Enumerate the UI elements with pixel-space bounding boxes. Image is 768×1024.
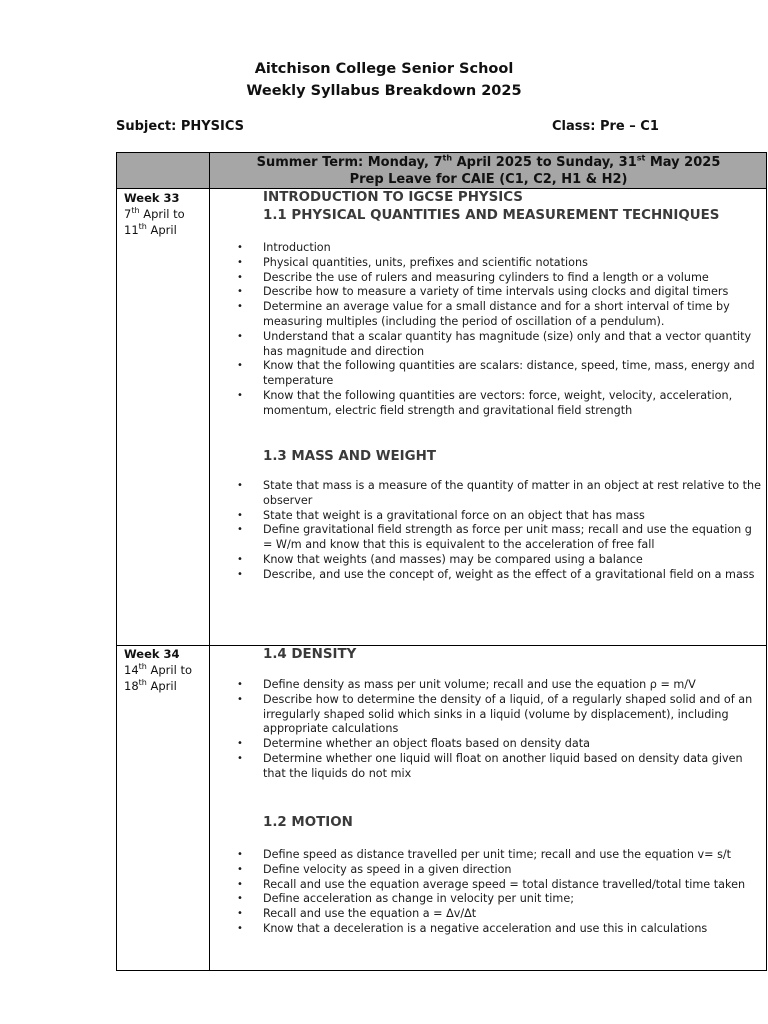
class-label: Class: Pre – C1 — [552, 119, 659, 134]
week-33-content — [209, 189, 768, 419]
week-33-cell — [124, 190, 208, 238]
list-item: • Define density as mass per unit volume; recall and use the equation ρ = m/V — [209, 678, 768, 693]
list-item: • Define gravitational field strength as force per unit mass; recall and use the equation g = W/m and know that this is equivalent to the acceleration of free fall — [209, 523, 768, 553]
week-33-mass-weight — [209, 448, 768, 583]
syllabus-table — [116, 152, 767, 971]
list-item: • State that weight is a gravitational force on an object that has mass — [209, 509, 768, 524]
list-item: • Determine whether an object floats based on density data — [209, 737, 768, 752]
list-item: • Define velocity as speed in a given direction — [209, 863, 768, 878]
section-heading: 1.4 DENSITY — [263, 647, 357, 662]
section-heading: INTRODUCTION TO IGCSE PHYSICS — [263, 190, 523, 205]
list-item: • Know that weights (and masses) may be compared using a balance — [209, 553, 768, 568]
list-item: • Describe the use of rulers and measuring cylinders to find a length or a volume — [209, 271, 768, 286]
section-heading: 1.3 MASS AND WEIGHT — [263, 449, 436, 464]
week-34-motion — [209, 814, 768, 937]
prep-leave-note: Prep Leave for CAIE (C1, C2, H1 & H2) — [349, 172, 628, 187]
week-label: Week 34 — [124, 647, 180, 661]
list-item: • Recall and use the equation average speed = total distance travelled/total time taken — [209, 878, 768, 893]
term-dates: Summer Term: Monday, 7th April 2025 to Sunday, 31st May 2025 — [256, 153, 721, 170]
week-34-cell — [124, 646, 208, 694]
list-item: • Describe how to determine the density of a liquid, of a regularly shaped solid and of an irregularly shaped solid which sinks in a liquid (volume by displacement), including appropriate calculations — [209, 693, 768, 737]
topic-list — [209, 241, 768, 419]
list-item: • Know that a deceleration is a negative acceleration and use this in calculations — [209, 922, 768, 937]
subject-label: Subject: PHYSICS — [116, 119, 245, 134]
week-date-start: 14th April to — [124, 662, 193, 677]
list-item: • Describe, and use the concept of, weight as the effect of a gravitational field on a mass — [209, 568, 768, 583]
list-item: • Determine an average value for a small distance and for a short interval of time by measuring multiples (including the period of oscillation of a pendulum). — [209, 300, 768, 330]
list-item: • Physical quantities, units, prefixes and scientific notations — [209, 256, 768, 271]
list-item: • Define speed as distance travelled per unit time; recall and use the equation v= s/t — [209, 848, 768, 863]
topic-list — [209, 479, 768, 583]
list-item: • Define acceleration as change in velocity per unit time; — [209, 892, 768, 907]
week-date-start: 7th April to — [124, 206, 185, 221]
list-item: • State that mass is a measure of the quantity of matter in an object at rest relative to the observer — [209, 479, 768, 509]
week-date-end: 11th April — [124, 222, 177, 237]
section-heading: 1.1 PHYSICAL QUANTITIES AND MEASUREMENT TECHNIQUES — [263, 208, 720, 223]
topic-list — [209, 678, 768, 782]
week-date-end: 18th April — [124, 678, 177, 693]
list-item: • Know that the following quantities are scalars: distance, speed, time, mass, energy and temperature — [209, 359, 768, 389]
week-label: Week 33 — [124, 191, 180, 205]
document-title: Weekly Syllabus Breakdown 2025 — [246, 83, 522, 99]
week-34-density — [209, 646, 768, 782]
list-item: • Know that the following quantities are vectors: force, weight, velocity, acceleration, momentum, electric field strength and gravitational field strength — [209, 389, 768, 419]
list-item: • Determine whether one liquid will float on another liquid based on density data given that the liquids do not mix — [209, 752, 768, 782]
list-item: • Recall and use the equation a = Δv/Δt — [209, 907, 768, 922]
topic-list — [209, 848, 768, 937]
list-item: • Introduction — [209, 241, 768, 256]
school-title: Aitchison College Senior School — [254, 61, 514, 77]
list-item: • Understand that a scalar quantity has magnitude (size) only and that a vector quantity has magnitude and direction — [209, 330, 768, 360]
list-item: • Describe how to measure a variety of time intervals using clocks and digital timers — [209, 285, 768, 300]
section-heading: 1.2 MOTION — [263, 815, 353, 830]
